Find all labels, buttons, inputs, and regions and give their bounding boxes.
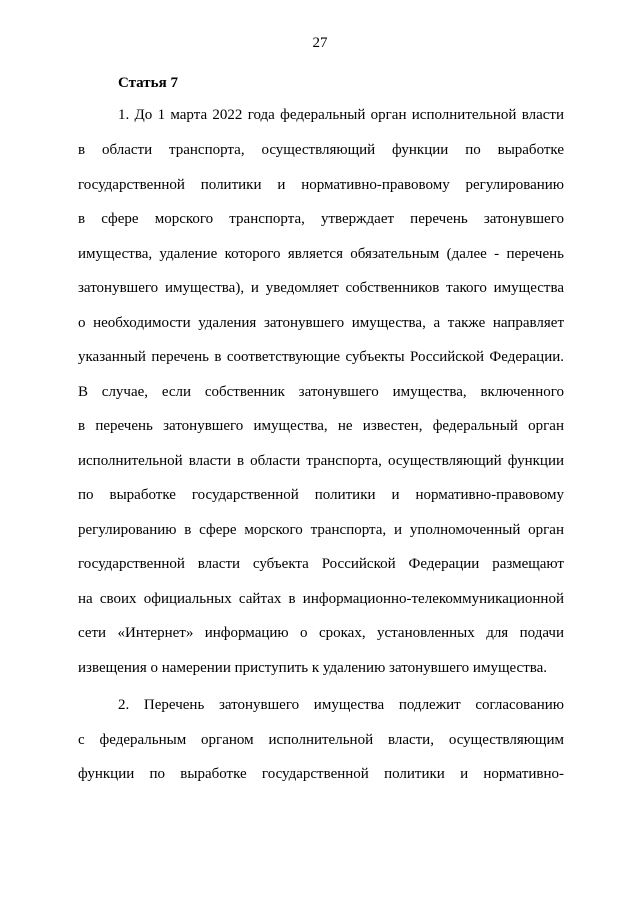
paragraph-1-line-1: 1. До 1 марта 2022 года федеральный орган исполнительной власти <box>118 107 564 123</box>
paragraph-1-line-2: в области транспорта, осуществляющий функции по выработке <box>78 142 564 158</box>
paragraph-2-line-3: функции по выработке государственной политики и нормативно- <box>78 766 564 782</box>
paragraph-1-line-17: извещения о намерении приступить к удалению затонувшего имущества. <box>78 660 548 676</box>
paragraph-1-line-9: В случае, если собственник затонувшего имущества, включенного <box>78 384 564 400</box>
paragraph-1-line-15: на своих официальных сайтах в информационно-телекоммуникационной <box>78 591 564 607</box>
paragraph-1-line-5: имущества, удаление которого является обязательным (далее - перечень <box>78 246 564 262</box>
paragraph-2-line-1: 2. Перечень затонувшего имущества подлежит согласованию <box>118 697 564 713</box>
paragraph-1-line-11: исполнительной власти в области транспорта, осуществляющий функции <box>78 453 564 469</box>
paragraph-1-line-7: о необходимости удаления затонувшего имущества, а также направляет <box>78 315 564 331</box>
paragraph-1-line-10: в перечень затонувшего имущества, не известен, федеральный орган <box>78 418 564 434</box>
paragraph-2-line-2: с федеральным органом исполнительной власти, осуществляющим <box>78 732 564 748</box>
paragraph-1-line-14: государственной власти субъекта Российской Федерации размещают <box>78 556 564 572</box>
paragraph-1-line-8: указанный перечень в соответствующие субъекты Российской Федерации. <box>78 349 564 365</box>
paragraph-1-line-3: государственной политики и нормативно-правовому регулированию <box>78 177 564 193</box>
paragraph-1-line-4: в сфере морского транспорта, утверждает перечень затонувшего <box>78 211 564 227</box>
paragraph-1-line-16: сети «Интернет» информацию о сроках, установленных для подачи <box>78 625 564 641</box>
paragraph-1-line-6: затонувшего имущества), и уведомляет собственников такого имущества <box>78 280 564 296</box>
article-title: Статья 7 <box>118 75 178 91</box>
paragraph-1-line-12: по выработке государственной политики и нормативно-правовому <box>78 487 564 503</box>
page-number: 27 <box>312 35 328 51</box>
paragraph-1-line-13: регулированию в сфере морского транспорта, и уполномоченный орган <box>78 522 564 538</box>
